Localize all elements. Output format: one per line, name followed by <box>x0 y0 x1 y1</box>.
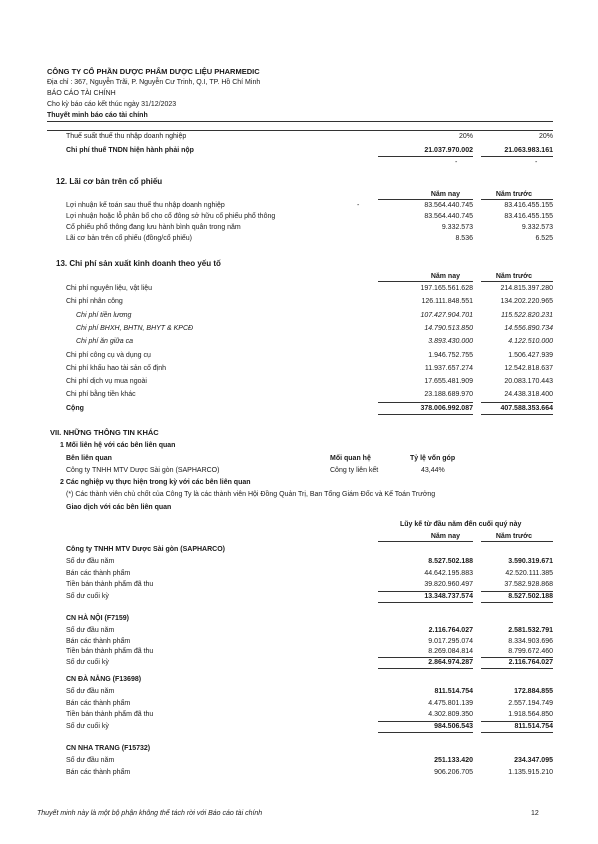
group-row-prev: 8.334.903.696 <box>508 637 553 645</box>
tx-head-rule-prev <box>481 541 553 542</box>
party-group-name: CN NHA TRANG (F15732) <box>66 745 151 752</box>
eps-row-cur: 9.332.573 <box>441 224 473 231</box>
tax-rate-label: Thuế suất thuế thu nhập doanh nghiệp <box>66 133 187 140</box>
group-row-cur: 39.820.960.497 <box>424 581 473 589</box>
group-row-cur: 811.514.754 <box>434 688 473 695</box>
cost-total-label: Cộng <box>66 405 84 412</box>
group-row-prev: 234.347.095 <box>514 757 553 764</box>
cost-row-prev: 4.122.510.000 <box>508 338 553 346</box>
cost-row-label: Chi phí dịch vụ mua ngoài <box>66 378 147 386</box>
cost-row-prev: 20.083.170.443 <box>504 378 553 386</box>
cost-row-label: Chi phí công cụ và dụng cụ <box>66 351 151 359</box>
group-row-label: Bán các thành phẩm <box>66 699 131 707</box>
group-total-underline-prev <box>481 668 553 669</box>
group-total-underline-prev <box>481 602 553 603</box>
company-name: CÔNG TY CỔ PHẦN DƯỢC PHẨM DƯỢC LIỆU PHARMEDIC <box>47 67 260 76</box>
cost-row-label: Chi phí khấu hao tài sản cố định <box>66 364 167 372</box>
cost-section-title: 13. Chi phí sản xuất kinh doanh theo yếu tố <box>56 259 221 268</box>
group-row-prev: 8.799.672.460 <box>508 648 553 655</box>
group-row-label: Tiền bán thành phẩm đã thu <box>66 711 154 719</box>
group-row-label: Số dư cuối kỳ <box>66 722 109 730</box>
party-group-name: Công ty TNHH MTV Dược Sài gòn (SAPHARCO) <box>66 546 225 553</box>
col-share: Tỷ lệ vốn góp <box>410 455 456 462</box>
eps-section-title: 12. Lãi cơ bản trên cổ phiếu <box>56 177 163 186</box>
group-row-label: Tiền bán thành phẩm đã thu <box>66 648 154 655</box>
key-members-note: (*) Các thành viên chủ chốt của Công Ty là các thành viên Hội Đồng Quản Trị, Ban Tổng Giám Đốc và Kế Toán Trưởng <box>66 491 436 498</box>
group-row-cur: 2.116.764.027 <box>428 627 473 634</box>
cost-row-label: Chi phí tiền lương <box>76 311 132 319</box>
group-row-cur: 8.269.084.814 <box>428 648 473 655</box>
cost-row-cur: 3.893.430.000 <box>428 338 473 346</box>
group-row-cur: 4.302.809.350 <box>428 711 473 719</box>
cost-row-cur: 23.188.689.970 <box>424 391 473 399</box>
group-row-label: Số dư cuối kỳ <box>66 658 109 666</box>
cost-row-prev: 1.506.427.939 <box>508 351 553 359</box>
group-row-prev: 1.135.915.210 <box>508 768 553 776</box>
group-row-prev: 2.116.764.027 <box>508 658 553 666</box>
eps-row-prev: 83.416.455.155 <box>504 202 553 209</box>
cost-head-rule-prev <box>481 281 553 282</box>
eps-row-prev: 9.332.573 <box>521 224 553 231</box>
eps-head-rule-prev <box>481 199 553 200</box>
group-total-underline-cur <box>378 732 473 733</box>
group-row-prev: 2.581.532.791 <box>508 627 553 634</box>
related-party-subtitle: 1 Mối liên hệ với các bên liên quan <box>60 442 176 449</box>
eps-row-label: Cổ phiếu phổ thông đang lưu hành bình quân trong năm <box>66 224 241 231</box>
cost-row-prev: 24.438.318.400 <box>504 391 553 399</box>
group-row-label: Số dư cuối kỳ <box>66 592 109 600</box>
group-row-cur: 906.206.705 <box>434 768 473 776</box>
group-row-label: Số dư đầu năm <box>66 688 115 695</box>
cost-row-cur: 107.427.904.701 <box>420 311 473 319</box>
cost-total-prev: 407.588.353.664 <box>500 405 553 412</box>
group-row-label: Tiền bán thành phẩm đã thu <box>66 581 154 589</box>
group-row-cur: 251.133.420 <box>434 757 473 764</box>
party-group-name: CN ĐÀ NẴNG (F13698) <box>66 676 142 683</box>
cost-row-prev: 115.522.820.231 <box>500 311 553 319</box>
party-share: 43,44% <box>421 467 445 474</box>
group-row-prev: 42.520.111.385 <box>505 569 553 577</box>
cost-row-prev: 134.202.220.965 <box>500 298 553 306</box>
eps-row-prev: 6.525 <box>535 235 553 242</box>
eps-col-prev: Năm trước <box>495 191 532 198</box>
group-row-cur: 984.506.543 <box>434 722 473 730</box>
cost-dbl-rule-prev <box>481 414 553 415</box>
group-row-prev: 3.590.319.671 <box>508 558 553 565</box>
tax-total-rule-prev <box>481 156 553 157</box>
group-row-cur: 8.527.502.188 <box>428 558 473 565</box>
tax-expense-cur: 21.037.970.002 <box>424 147 473 154</box>
cost-dbl-rule-cur <box>378 414 473 415</box>
group-row-cur: 4.475.801.139 <box>428 699 473 707</box>
eps-head-rule-cur <box>378 199 473 200</box>
group-row-prev: 811.514.754 <box>514 722 553 730</box>
group-total-underline-cur <box>378 602 473 603</box>
eps-col-cur: Năm nay <box>430 191 460 198</box>
cost-row-prev: 12.542.818.637 <box>504 364 553 372</box>
cost-row-cur: 126.111.848.551 <box>421 298 473 306</box>
group-row-label: Số dư đầu năm <box>66 627 115 634</box>
tax-dash-cur: - <box>455 159 458 166</box>
cost-row-cur: 17.655.481.909 <box>424 378 473 386</box>
tax-rule <box>47 130 553 131</box>
group-total-underline-prev <box>481 732 553 733</box>
party-name: Công ty TNHH MTV Dược Sài gòn (SAPHARCO) <box>66 467 220 474</box>
transactions-subtitle: 2 Các nghiệp vụ thực hiện trong kỳ với các bên liên quan <box>60 479 251 486</box>
tx-col-prev: Năm trước <box>495 533 532 540</box>
group-row-label: Bán các thành phẩm <box>66 768 131 776</box>
tx-col-cur: Năm nay <box>430 533 460 540</box>
eps-row-label: Lợi nhuận hoặc lỗ phân bổ cho cổ đông sở hữu cổ phiếu phổ thông <box>66 213 276 220</box>
cost-row-label: Chi phí bằng tiền khác <box>66 391 136 399</box>
cost-col-cur: Năm nay <box>430 273 460 280</box>
other-info-title: VII. NHỮNG THÔNG TIN KHÁC <box>50 428 159 437</box>
group-row-label: Số dư đầu năm <box>66 558 115 565</box>
eps-mark: - <box>357 202 360 209</box>
ytd-header: Lũy kế từ đầu năm đến cuối quý này <box>400 521 522 528</box>
cost-total-rule-cur <box>378 402 473 403</box>
group-row-cur: 9.017.295.074 <box>428 637 473 645</box>
cost-row-label: Chi phí nguyên liệu, vật liệu <box>66 285 152 292</box>
cost-row-prev: 14.556.890.734 <box>504 324 553 332</box>
party-relationship: Công ty liên kết <box>330 467 379 474</box>
tax-rate-cur: 20% <box>458 133 473 140</box>
cost-row-label: Chi phí BHXH, BHTN, BHYT & KPCĐ <box>76 324 194 332</box>
report-period: Cho kỳ báo cáo kết thúc ngày 31/12/2023 <box>47 101 177 108</box>
eps-row-cur: 8.536 <box>455 235 473 242</box>
page-number: 12 <box>531 810 539 817</box>
group-row-prev: 172.884.855 <box>514 688 553 695</box>
cost-row-label: Chi phí ăn giữa ca <box>76 338 133 346</box>
eps-row-cur: 83.564.440.745 <box>424 202 473 209</box>
tx-head-rule-cur <box>378 541 473 542</box>
group-row-cur: 2.864.974.287 <box>428 658 473 666</box>
tax-rate-prev: 20% <box>538 133 553 140</box>
cost-row-cur: 197.165.561.628 <box>420 285 473 292</box>
tax-expense-label: Chi phí thuế TNDN hiện hành phải nộp <box>66 147 194 154</box>
cost-total-rule-prev <box>481 402 553 403</box>
col-party: Bên liên quan <box>66 455 112 462</box>
group-row-prev: 2.557.194.749 <box>508 699 553 707</box>
cost-row-cur: 11.937.657.274 <box>424 364 473 372</box>
notes-title: Thuyết minh báo cáo tài chính <box>47 112 148 119</box>
header-rule <box>47 121 553 122</box>
group-row-cur: 44.642.195.883 <box>424 569 473 577</box>
cost-row-prev: 214.815.397.280 <box>500 285 553 292</box>
tax-dash-prev: - <box>535 159 538 166</box>
group-row-label: Bán các thành phẩm <box>66 569 131 577</box>
tax-expense-prev: 21.063.983.161 <box>504 147 553 154</box>
eps-row-prev: 83.416.455.155 <box>504 213 553 220</box>
cost-row-cur: 1.946.752.755 <box>428 351 473 359</box>
transactions-title: Giao dịch với các bên liên quan <box>66 504 172 511</box>
party-group-name: CN HÀ NỘI (F7159) <box>66 615 130 622</box>
company-address: Địa chỉ : 367, Nguyễn Trãi, P. Nguyễn Cư Trinh, Q.I, TP. Hồ Chí Minh <box>47 79 261 86</box>
footer-note: Thuyết minh này là một bộ phận không thể tách rời với Báo cáo tài chính <box>37 810 263 817</box>
group-row-prev: 37.582.928.868 <box>504 581 553 589</box>
cost-total-cur: 378.006.992.087 <box>420 405 473 412</box>
eps-row-label: Lãi cơ bản trên cổ phiếu (đồng/cổ phiếu) <box>66 235 193 242</box>
cost-row-cur: 14.790.513.850 <box>424 324 473 332</box>
tax-total-rule-cur <box>378 156 473 157</box>
group-row-prev: 1.918.564.850 <box>508 711 553 719</box>
group-row-label: Bán các thành phẩm <box>66 637 131 645</box>
group-total-underline-cur <box>378 668 473 669</box>
cost-col-prev: Năm trước <box>495 273 532 280</box>
group-row-prev: 8.527.502.188 <box>508 592 553 600</box>
cost-row-label: Chi phí nhân công <box>66 298 123 306</box>
group-row-label: Số dư đầu năm <box>66 757 115 764</box>
col-relationship: Mối quan hệ <box>330 455 371 462</box>
report-title: BÁO CÁO TÀI CHÍNH <box>47 90 116 97</box>
eps-row-cur: 83.564.440.745 <box>424 213 473 220</box>
eps-row-label: Lợi nhuận kế toán sau thuế thu nhập doanh nghiệp <box>66 202 225 209</box>
cost-head-rule-cur <box>378 281 473 282</box>
group-row-cur: 13.348.737.574 <box>424 592 473 600</box>
